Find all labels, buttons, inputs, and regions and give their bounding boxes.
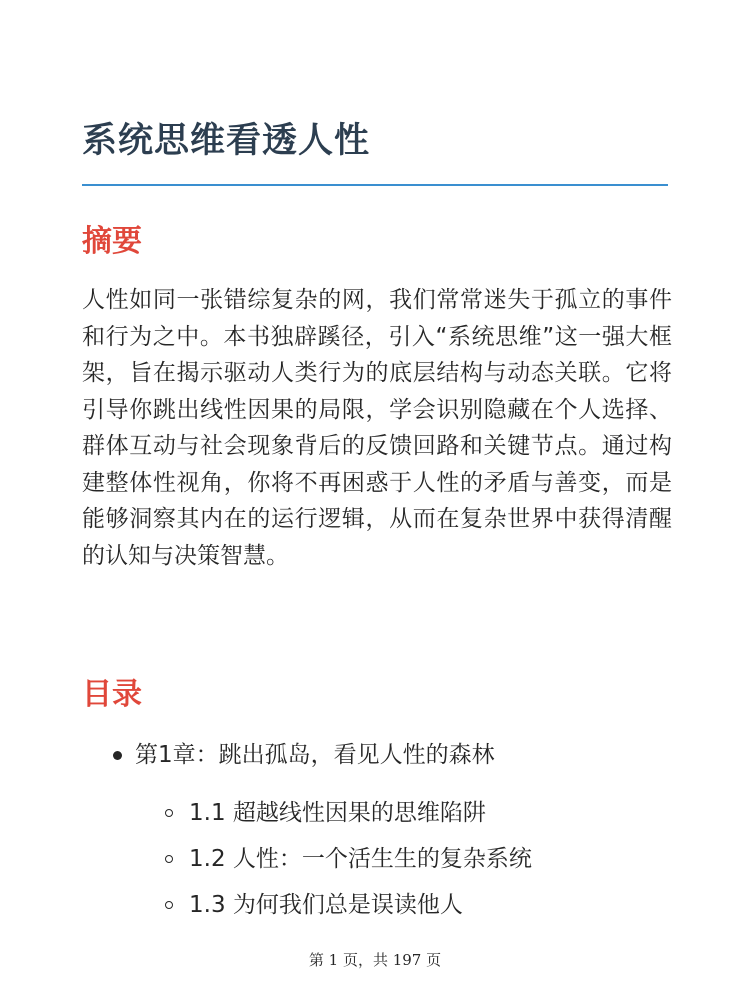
- toc-section-1-1[interactable]: 1.1 超越线性因果的思维陷阱: [189, 800, 486, 826]
- title-divider: [82, 184, 668, 186]
- bullet-circle-icon: [165, 855, 173, 863]
- document-title: 系统思维看透人性: [82, 121, 371, 161]
- bullet-circle-icon: [165, 901, 173, 909]
- abstract-paragraph: 人性如同一张错综复杂的网，我们常常迷失于孤立的事件和行为之中。本书独辟蹊径，引入“系统思维”这一强大框架，旨在揭示驱动人类行为的底层结构与动态关联。它将引导你跳出线性因果的局限，学会识别隐藏在个人选择、群体互动与社会现象背后的反馈回路和关键节点。通过构建整体性视角，你将不再困惑于人性的矛盾与善变，而是能够洞察其内在的运行逻辑，从而在复杂世界中获得清醒的认知与决策智慧。: [82, 287, 672, 569]
- toc-section-1-3[interactable]: 1.3 为何我们总是误读他人: [189, 892, 463, 918]
- abstract-heading: 摘要: [82, 224, 142, 259]
- toc-chapter-1[interactable]: 第1章：跳出孤岛，看见人性的森林: [135, 742, 495, 768]
- page-number-footer: 第 1 页，共 197 页: [308, 951, 442, 969]
- toc-heading: 目录: [82, 677, 142, 712]
- toc-section-1-2[interactable]: 1.2 人性：一个活生生的复杂系统: [189, 846, 532, 872]
- bullet-circle-icon: [165, 809, 173, 817]
- bullet-disc-icon: [113, 751, 122, 760]
